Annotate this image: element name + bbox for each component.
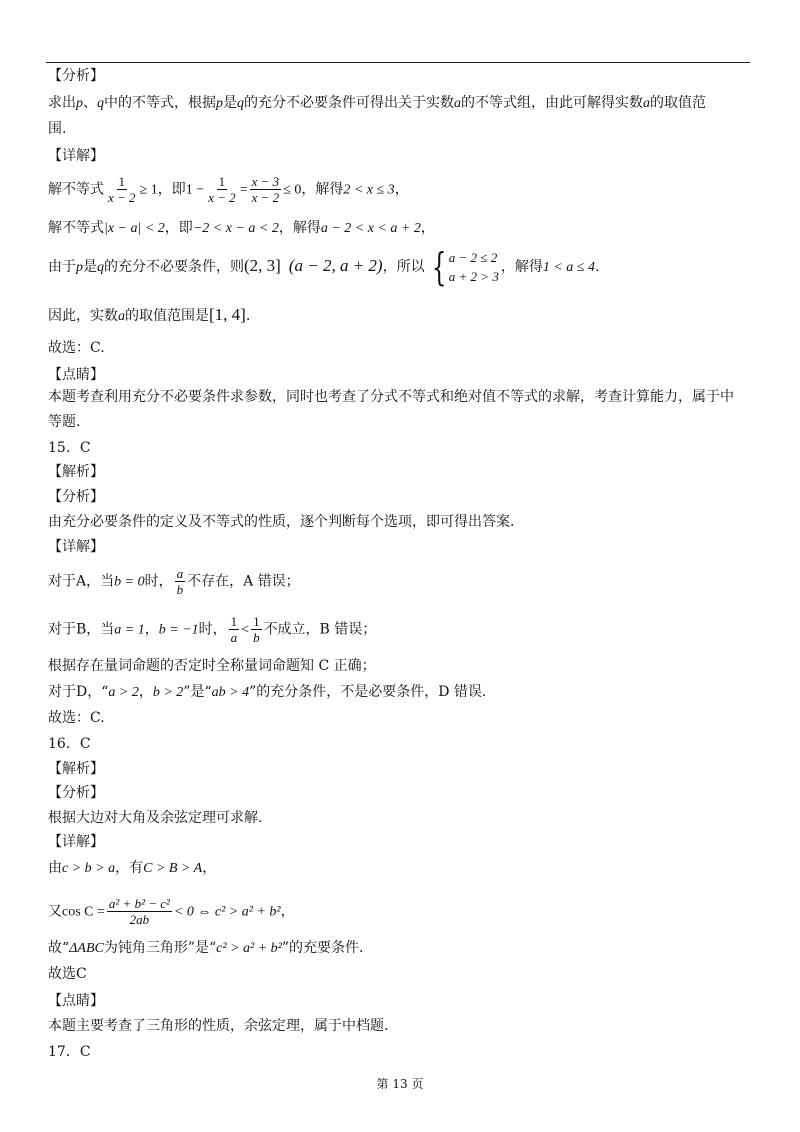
comment-text: 本题主要考查了三角形的性质，余弦定理，属于中档题. (48, 1018, 389, 1034)
fraction: $\frac{1}{x - 2}$ (108, 174, 136, 205)
answer-line: 故选C (48, 966, 87, 982)
fraction: $\frac{1}{b}$ (253, 614, 260, 645)
option-b-analysis: 对于B，当a = 1，b = −1时， $\frac{1}{a}$ < $\frac{1}{b}$ 不成立，B 错误； (48, 614, 377, 645)
analysis-text: 由充分必要条件的定义及不等式的性质，逐个判断每个选项，即可得出答案. (48, 514, 515, 530)
comment-heading: 【点睛】 (48, 367, 104, 383)
detail-step-3: 由于p是q的充分不必要条件，则(2, 3] (a − 2, a + 2)，所以 { a − 2 ≤ 2 a + 2 > 3 ，解得1 < a ≤ 4. (48, 245, 600, 289)
solve-heading: 【解析】 (48, 761, 104, 777)
question-number-16: 16．C (48, 736, 91, 752)
question-number-15: 15．C (48, 440, 91, 456)
solve-heading: 【解析】 (48, 464, 104, 480)
option-a-analysis: 对于A，当b = 0时， $\frac{a}{b}$ 不存在，A 错误； (48, 566, 300, 597)
answer-line: 故选：C. (48, 710, 105, 726)
fraction: $\frac{x - 3}{x - 2}$ (251, 174, 280, 205)
analysis-heading: 【分析】 (48, 489, 104, 505)
equation-system: { a − 2 ≤ 2 a + 2 > 3 (431, 245, 499, 289)
detail-heading: 【详解】 (48, 539, 104, 555)
analysis-text: 根据大边对大角及余弦定理可求解. (48, 810, 263, 826)
fraction: $\frac{a}{b}$ (176, 566, 184, 597)
comment-line-2: 等题. (48, 414, 81, 430)
fraction: $\frac{1}{a}$ (230, 614, 238, 645)
page-number: 第 13 页 (376, 1077, 424, 1091)
top-rule (46, 62, 750, 63)
detail-step-1: 由c > b > a，有C > B > A， (48, 860, 217, 876)
option-c-analysis: 根据存在量词命题的否定时全称量词命题知 C 正确； (48, 658, 376, 674)
detail-step-3: 故“ΔABC为钝角三角形”是“c² > a² + b²”的充要条件. (48, 940, 364, 956)
detail-step-2: 又cos C = $\frac{\text{a² + b² − c²}}{2ab}$ < 0 ⇔ c² > a² + b²， (48, 896, 295, 927)
option-d-analysis: 对于D，“a > 2，b > 2”是“ab > 4”的充分条件，不是必要条件，D 错误. (48, 684, 487, 700)
detail-step-2: 解不等式|x − a| < 2，即−2 < x − a < 2，解得a − 2 < x < a + 2， (48, 220, 435, 236)
comment-line-1: 本题考查利用充分不必要条件求参数，同时也考查了分式不等式和绝对值不等式的求解，考查计算能力，属于中 (48, 389, 734, 405)
answer-line: 故选：C. (48, 340, 105, 356)
analysis-heading: 【分析】 (48, 785, 104, 801)
detail-heading: 【详解】 (48, 148, 104, 164)
comment-heading: 【点睛】 (48, 993, 104, 1009)
analysis-heading: 【分析】 (48, 68, 104, 84)
analysis-text-line-1: 求出p、q中的不等式，根据p是q的充分不必要条件可得出关于实数a的不等式组，由此可解得实数a的取值范 (48, 95, 706, 111)
analysis-text-line-2: 围. (48, 121, 67, 137)
detail-step-1: 解不等式 $\frac{1}{x - 2}$ ≥ 1，即1 − $\frac{1}{x - 2}$ = $\frac{x - 3}{x - 2}$ ≤ 0，解得2 < x ≤ 3， (48, 174, 409, 205)
detail-step-4: 因此，实数a的取值范围是[1, 4]. (48, 305, 251, 324)
detail-heading: 【详解】 (48, 834, 104, 850)
fraction: $\frac{\text{a² + b² − c²}}{2ab}$ (108, 896, 170, 927)
fraction: $\frac{1}{x - 2}$ (208, 174, 236, 205)
question-number-17: 17．C (48, 1044, 91, 1060)
